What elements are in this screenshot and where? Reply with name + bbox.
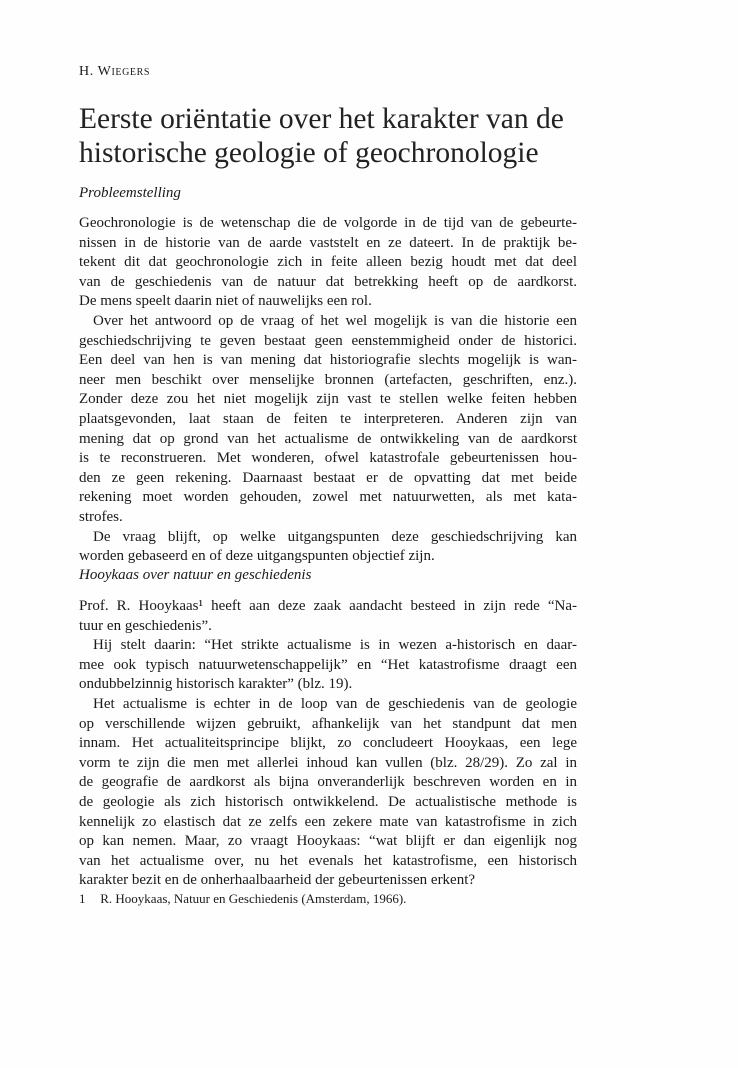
footnote-text: R. Hooykaas, Natuur en Geschiedenis (Amsterdam, 1966). [100, 891, 407, 906]
body-line: tekent dit dat geochronologie zich in feite alleen bezig houdt met dat deel [79, 254, 577, 271]
body-line: op verschillende wijzen gebruikt, afhankelijk van het standpunt dat men [79, 715, 577, 732]
body-line: de geografie de aardkorst als bijna onveranderlijk beschreven worden en in [79, 774, 577, 791]
body-line: de geologie als zich historisch ontwikkelend. De actualistische methode is [79, 793, 577, 810]
body-line: rekening moet worden gehouden, zowel met natuurwetten, als met kata- [79, 489, 577, 506]
body-line: mening dat op grond van het actualisme de ontwikkeling van de aardkorst [79, 430, 577, 447]
body-line: tuur en geschiedenis”. [79, 617, 212, 634]
body-line: Hij stelt daarin: “Het strikte actualisme is in wezen a-historisch en daar- [93, 637, 577, 654]
title-line: Eerste oriëntatie over het karakter van de [79, 103, 564, 135]
body-line: plaatsgevonden, laat staan de feiten te interpreteren. Anderen zijn van [79, 410, 577, 427]
footnote [79, 891, 406, 907]
body-line: Zonder deze zou het niet mogelijk zijn vast te stellen welke feiten hebben [79, 391, 577, 408]
body-line: Het actualisme is echter in de loop van de geschiedenis van de geologie [93, 695, 577, 712]
author-name: H. Wiegers [79, 64, 151, 79]
body-line: ondubbelzinnig historisch karakter” (blz. 19). [79, 676, 353, 693]
body-line: geschiedschrijving te geven bestaat geen eenstemmigheid onder de historici. [79, 332, 577, 349]
body-line: Over het antwoord op de vraag of het wel mogelijk is van die historie een [93, 312, 577, 329]
body-line: karakter bezit en de onherhaalbaarheid der gebeurtenissen erkent? [79, 872, 476, 889]
body-line: innam. Het actualiteitsprincipe blijkt, zo concludeert Hooykaas, een lege [79, 735, 577, 752]
body-line: neer men beschikt over menselijke bronnen (artefacten, geschriften, enz.). [79, 371, 577, 388]
body-line: Prof. R. Hooykaas¹ heeft aan deze zaak aandacht besteed in zijn rede “Na- [79, 598, 577, 614]
body-line: worden gebaseerd en of deze uitgangspunten objectief zijn. [79, 548, 435, 565]
body-line: De vraag blijft, op welke uitgangspunten deze geschiedschrijving kan [93, 528, 577, 545]
body-line: van het actualisme over, nu het evenals het katastrofisme, een historisch [79, 852, 577, 869]
body-line: Een deel van hen is van mening dat historiografie slechts mogelijk is wan- [79, 352, 577, 369]
body-line: strofes. [79, 508, 123, 525]
article-title [79, 102, 639, 170]
section-body-hooykaas [79, 597, 577, 891]
section-heading-hooykaas: Hooykaas over natuur en geschiedenis [79, 567, 312, 583]
body-line: den ze geen rekening. Daarnaast bestaat er de opvatting dat met beide [79, 469, 577, 486]
body-line: vorm te zijn die men met allerlei inhoud kan vullen (blz. 28/29). Zo zal in [79, 754, 577, 771]
body-line: van de geschiedenis van de natuur dat betrekking heeft op de aardkorst. [79, 273, 577, 290]
body-line: is te reconstrueren. Met wonderen, ofwel katastrofale gebeurtenissen hou- [79, 450, 577, 467]
section-heading-probleemstelling: Probleemstelling [79, 185, 181, 201]
title-line: historische geologie of geochronologie [79, 137, 539, 169]
section-body-probleemstelling [79, 214, 577, 567]
body-line: op kan nemen. Maar, zo vraagt Hooykaas: “wat blijft er dan eigenlijk nog [79, 833, 577, 850]
body-line: kennelijk zo elastisch dat ze zelfs een zekere mate van katastrofisme in zich [79, 813, 577, 830]
body-line: De mens speelt daarin niet of nauwelijks een rol. [79, 293, 372, 310]
body-line: nissen in de historie van de aarde vaststelt en ze dateert. In de praktijk be- [79, 234, 577, 251]
body-line: Geochronologie is de wetenschap die de volgorde in de tijd van de gebeurte- [79, 215, 577, 231]
footnote-number: 1 [79, 891, 86, 906]
body-line: mee ook typisch natuurwetenschappelijk” en “Het katastrofisme draagt een [79, 656, 577, 673]
